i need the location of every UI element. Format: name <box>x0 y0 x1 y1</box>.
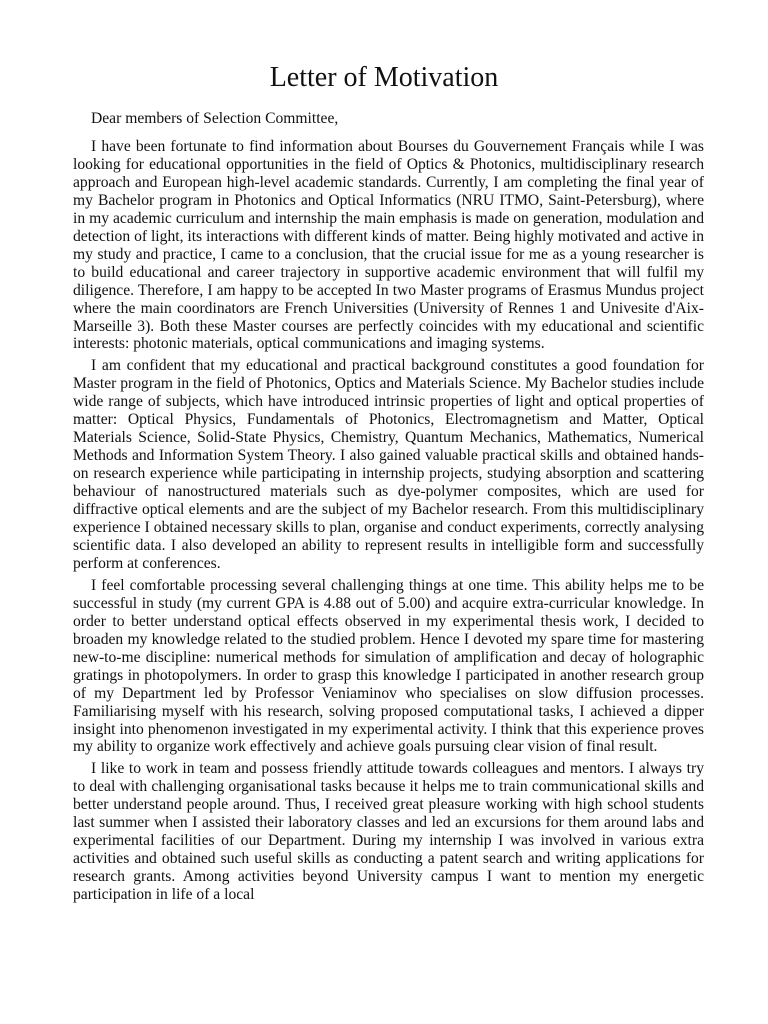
paragraph-teamwork: I like to work in team and possess friendly attitude towards colleagues and mentors. I always try to deal with challenging organisational tasks because it helps me to train communicational skills and better understand people around. Thus, I received great pleasure working with high school students last summer when I assisted their laboratory classes and led an excursions for them around labs and experimental facilities of our Department. During my internship I was involved in various extra activities and obtained such useful skills as conducting a patent search and writing applications for research grants. Among activities beyond University campus I want to mention my energetic participation in life of a local <box>73 760 704 904</box>
salutation: Dear members of Selection Committee, <box>91 110 339 127</box>
paragraph-abilities: I feel comfortable processing several challenging things at one time. This ability helps me to be successful in study (my current GPA is 4.88 out of 5.00) and acquire extra-curricular knowledge. In order to better understand optical effects observed in my experimental thesis work, I decided to broaden my knowledge related to the studied problem. Hence I devoted my spare time for mastering new-to-me discipline: numerical methods for simulation of amplification and decay of holographic gratings in photopolymers. In order to grasp this knowledge I participated in another research group of my Department led by Professor Veniaminov who specialises on slow diffusion processes. Familiarising myself with his research, solving proposed computational tasks, I achieved a dipper insight into phenomenon investigated in my experimental activity. I think that this experience proves my ability to organize work effectively and achieve goals pursuing clear vision of final result. <box>73 576 704 756</box>
page-title: Letter of Motivation <box>269 62 499 93</box>
letter-body <box>73 138 704 908</box>
paragraph-intro: I have been fortunate to find information about Bourses du Gouvernement Français while I was looking for educational opportunities in the field of Optics & Photonics, multidisciplinary research approach and European high-level academic standards. Currently, I am completing the final year of my Bachelor program in Photonics and Optical Informatics (NRU ITMO, Saint-Petersburg), where in my academic curriculum and internship the main emphasis is made on generation, modulation and detection of light, its interactions with different kinds of matter. Being highly motivated and active in my study and practice, I came to a conclusion, that the crucial issue for me as a young researcher is to build educational and career trajectory in supportive academic environment that will fulfil my diligence. Therefore, I am happy to be accepted In two Master programs of Erasmus Mundus project where the main coordinators are French Universities (University of Rennes 1 and Univesite d'Aix-Marseille 3). Both these Master courses are perfectly coincides with my educational and scientific interests: photonic materials, optical communications and imaging systems. <box>73 138 704 353</box>
paragraph-background: I am confident that my educational and practical background constitutes a good foundation for Master program in the field of Photonics, Optics and Materials Science. My Bachelor studies include wide range of subjects, which have introduced intrinsic properties of light and optical properties of matter: Optical Physics, Fundamentals of Photonics, Electromagnetism and Matter, Optical Materials Science, Solid-State Physics, Chemistry, Quantum Mechanics, Mathematics, Numerical Methods and Information System Theory. I also gained valuable practical skills and obtained hands-on research experience while participating in internship projects, studying absorption and scattering behaviour of nanostructured materials such as dye-polymer composites, which are used for diffractive optical elements and are the subject of my Bachelor research. From this multidisciplinary experience I obtained necessary skills to plan, organise and conduct experiments, correctly analysing scientific data. I also developed an ability to represent results in intelligible form and successfully perform at conferences. <box>73 357 704 572</box>
